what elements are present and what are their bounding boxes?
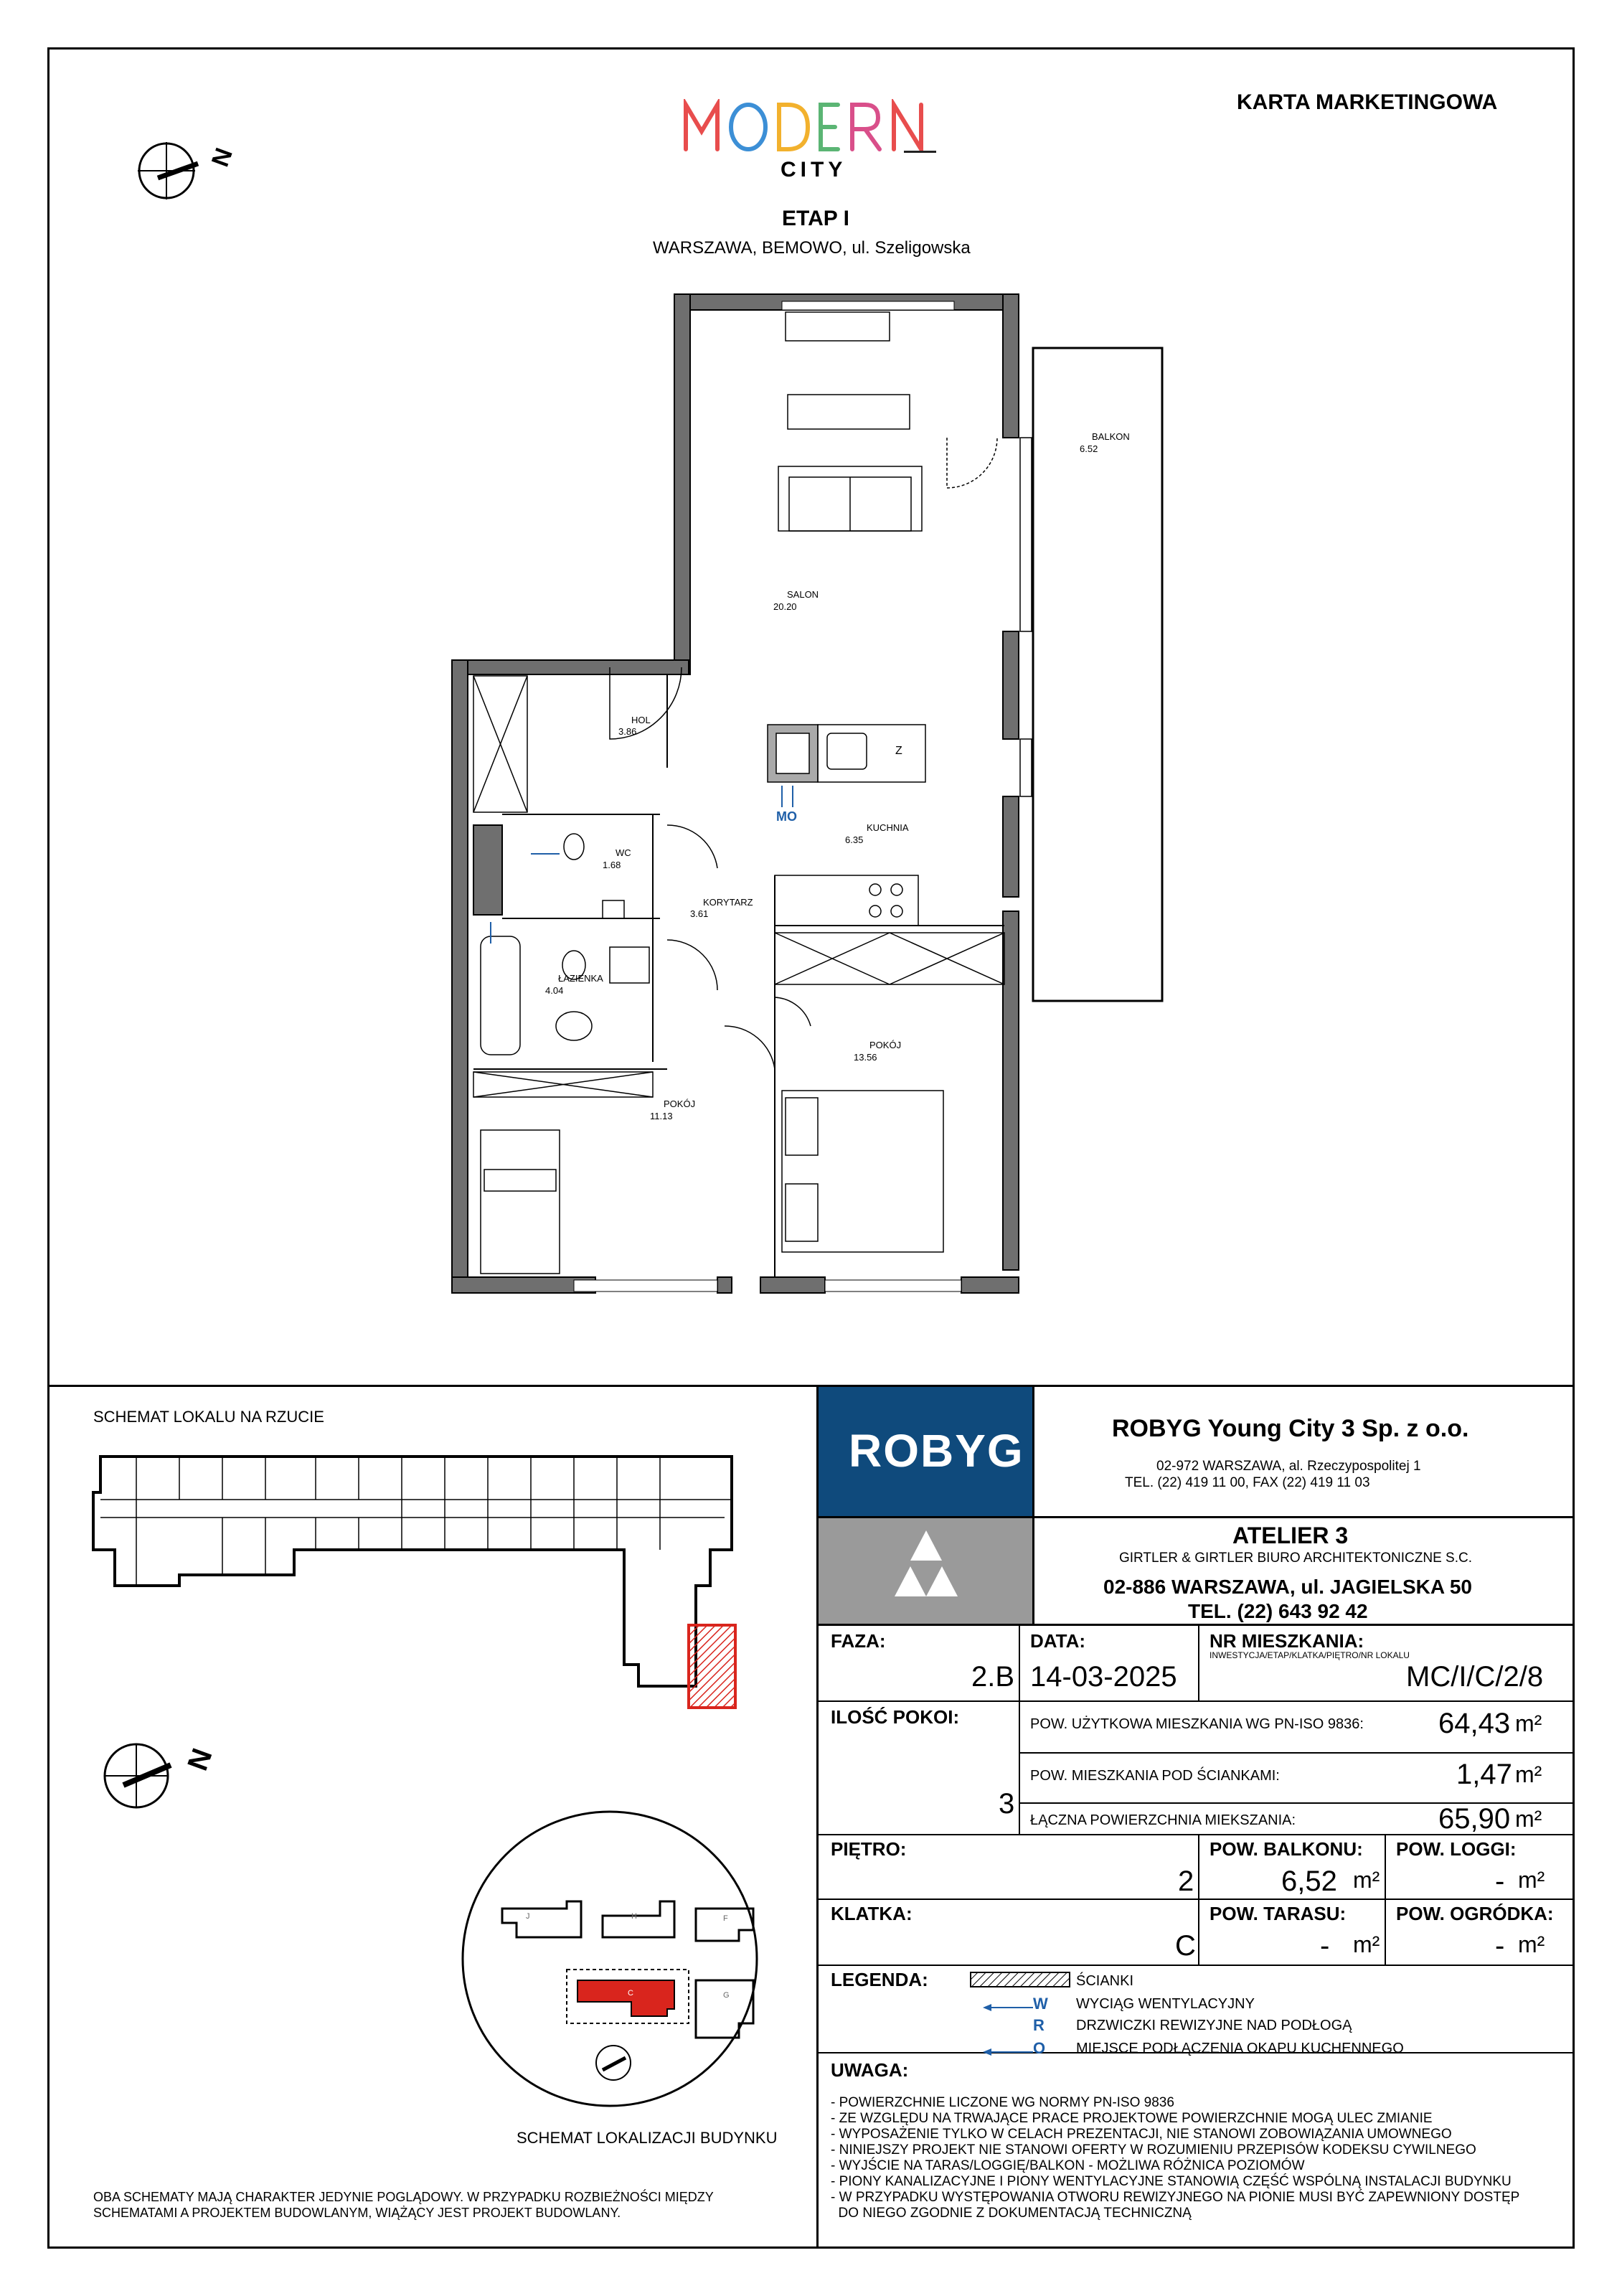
divider [1198, 1624, 1199, 1700]
legend-item: DRZWICZKI REWIZYJNE NAD PODŁOGĄ [1076, 2018, 1352, 2033]
divider [819, 1516, 1575, 1518]
notes-title: UWAGA: [831, 2059, 909, 2081]
legend-item: MIEJSCE PODŁĄCZENIA OKAPU KUCHENNEGO [1076, 2041, 1404, 2056]
mo-mark: MO [776, 809, 797, 824]
pokoi-value: 3 [999, 1788, 1015, 1820]
stage-title: ETAP I [782, 207, 849, 230]
divider [819, 1899, 1575, 1900]
building-label: G [723, 1991, 730, 2000]
klatka-value: C [1175, 1930, 1196, 1962]
room-name: ŁAZIENKA [558, 973, 603, 984]
pow-scianki-value: 1,47 [1456, 1759, 1512, 1790]
building-label: F [723, 1914, 728, 1923]
ogrodek-value: - [1495, 1930, 1505, 1962]
architect-address: 02-886 WARSZAWA, ul. JAGIELSKA 50 [1103, 1576, 1472, 1598]
balkon-value: 6,52 [1281, 1866, 1337, 1897]
pow-scianki-label: POW. MIESZKANIA POD ŚCIANKAMI: [1030, 1768, 1280, 1784]
north-letter: N [181, 1744, 219, 1775]
divider [819, 1965, 1575, 1966]
room-name: WC [616, 847, 631, 858]
divider [1198, 1834, 1199, 1965]
arrow-left-icon [983, 2046, 1033, 2053]
robyg-logo [819, 1387, 1032, 1516]
room-name: KUCHNIA [867, 822, 909, 833]
nr-value: MC/I/C/2/8 [1406, 1661, 1544, 1693]
balkon-label: POW. BALKONU: [1210, 1838, 1363, 1860]
unit: m² [1515, 1806, 1542, 1832]
data-label: DATA: [1030, 1630, 1086, 1652]
divider [819, 1700, 1575, 1702]
note-line: - W PRZYPADKU WYSTĘPOWANIA OTWORU REWIZYJNEGO NA PIONIE MUSI BYĆ ZAPEWNIONY DOSTĘP [831, 2190, 1520, 2205]
divider [819, 1624, 1575, 1626]
floor-scheme-title: SCHEMAT LOKALU NA RZUCIE [93, 1408, 324, 1426]
room-area: 6.52 [1080, 443, 1098, 454]
room-area: 6.35 [845, 834, 864, 845]
robyg-logo-text: ROBYG [849, 1425, 1024, 1477]
legend-item: WYCIĄG WENTYLACYJNY [1076, 1996, 1255, 2012]
modern-city-logo [680, 99, 946, 153]
note-line: - POWIERZCHNIE LICZONE WG NORMY PN-ISO 9836 [831, 2095, 1174, 2110]
divider-bottom [47, 1385, 1575, 1387]
legend-symbol: O [1033, 2039, 1046, 2057]
room-name: POKÓJ [869, 1040, 902, 1050]
faza-value: 2.B [971, 1661, 1015, 1693]
arrow-left-icon [983, 2002, 1033, 2009]
atelier-logo [819, 1516, 1032, 1624]
building-scheme-title: SCHEMAT LOKALIZACJI BUDYNKU [517, 2129, 778, 2147]
pow-uzytkowa-label: POW. UŻYTKOWA MIESZKANIA WG PN-ISO 9836: [1030, 1716, 1364, 1732]
north-arrow-icon [93, 1736, 230, 1815]
legend-symbol: W [1033, 1995, 1048, 2013]
unit: m² [1515, 1711, 1542, 1736]
room-area: 13.56 [854, 1052, 877, 1063]
north-arrow-icon [129, 136, 251, 201]
room-name: BALKON [1092, 431, 1130, 442]
developer-name: ROBYG Young City 3 Sp. z o.o. [1112, 1415, 1469, 1442]
room-name: KORYTARZ [703, 897, 753, 908]
room-area: 3.61 [690, 908, 709, 919]
pow-uzytkowa-value: 64,43 [1438, 1708, 1511, 1739]
nr-sub: INWESTYCJA/ETAP/KLATKA/PIĘTRO/NR LOKALU [1210, 1650, 1410, 1660]
divider [1032, 1387, 1034, 1624]
doc-type: KARTA MARKETINGOWA [1237, 90, 1498, 114]
unit: m² [1518, 1932, 1545, 1957]
room-name: POKÓJ [664, 1098, 696, 1109]
loggi-label: POW. LOGGI: [1396, 1838, 1517, 1860]
unit: m² [1518, 1867, 1545, 1893]
note-line: - PIONY KANALIZACYJNE I PIONY WENTYLACYJNE STANOWIĄ CZĘŚĆ WSPÓLNĄ INSTALACJI BUDYNKU [831, 2174, 1512, 2189]
room-area: 11.13 [650, 1111, 673, 1121]
north-letter: N [206, 144, 238, 171]
room-area: 20.20 [773, 601, 797, 612]
divider [1385, 1834, 1386, 1965]
faza-label: FAZA: [831, 1630, 886, 1652]
unit: m² [1353, 1932, 1380, 1957]
taras-value: - [1320, 1930, 1330, 1962]
hatch-icon [970, 1972, 1070, 1987]
pietro-value: 2 [1178, 1866, 1194, 1897]
architect-name: ATELIER 3 [1232, 1523, 1349, 1548]
note-line: - NINIEJSZY PROJEKT NIE STANOWI OFERTY W ROZUMIENIU PRZEPISÓW KODEKSU CYWILNEGO [831, 2142, 1476, 2158]
unit: m² [1353, 1867, 1380, 1893]
room-area: 3.86 [618, 726, 637, 737]
disclaimer-line: SCHEMATAMI A PROJEKTEM BUDOWLANYM, WIĄŻĄCY JEST PROJEKT BUDOWLANY. [93, 2206, 621, 2220]
legend-item: ŚCIANKI [1076, 1973, 1134, 1989]
fridge-mark: Z [895, 745, 902, 757]
pietro-label: PIĘTRO: [831, 1838, 907, 1860]
room-area: 1.68 [603, 860, 621, 870]
pow-laczna-value: 65,90 [1438, 1803, 1511, 1835]
unit: m² [1515, 1761, 1542, 1787]
pokoi-label: ILOŚĆ POKOI: [831, 1706, 960, 1728]
developer-phone: TEL. (22) 419 11 00, FAX (22) 419 11 03 [1125, 1475, 1370, 1490]
room-name: SALON [787, 589, 819, 600]
logo-sub: CITY [781, 158, 847, 182]
disclaimer-line: OBA SCHEMATY MAJĄ CHARAKTER JEDYNIE POGLĄDOWY. W PRZYPADKU ROZBIEŻNOŚCI MIĘDZY [93, 2190, 714, 2204]
note-line: DO NIEGO ZGODNIE Z DOKUMENTACJĄ TECHNICZNĄ [831, 2206, 1192, 2221]
note-line: - WYPOSAŻENIE TYLKO W CELACH PREZENTACJI, NIE STANOWI ZOBOWIĄZANIA UMOWNEGO [831, 2127, 1452, 2142]
nr-label: NR MIESZKANIA: [1210, 1630, 1364, 1652]
loggi-value: - [1495, 1866, 1505, 1897]
note-line: - WYJŚCIE NA TARAS/LOGGIĘ/BALKON - MOŻLIWA RÓŻNICA POZIOMÓW [831, 2158, 1305, 2173]
note-line: - ZE WZGLĘDU NA TRWAJĄCE PRACE PROJEKTOWE POWIERZCHNIE MOGĄ ULEC ZMIANIE [831, 2111, 1433, 2126]
room-name: HOL [631, 715, 651, 725]
building-scheme [459, 1808, 760, 2109]
building-label: J [526, 1912, 530, 1921]
location: WARSZAWA, BEMOWO, ul. Szeligowska [653, 238, 971, 258]
floor-plan [430, 280, 1377, 1385]
divider [1019, 1624, 1020, 1834]
floor-scheme [79, 1449, 768, 1722]
pow-laczna-label: ŁĄCZNA POWIERZCHNIA MIEKSZANIA: [1030, 1812, 1296, 1828]
architect-phone: TEL. (22) 643 92 42 [1188, 1600, 1368, 1622]
architect-firm: GIRTLER & GIRTLER BIURO ARCHITEKTONICZNE S.C. [1119, 1551, 1472, 1566]
room-area: 4.04 [545, 985, 564, 996]
legend-title: LEGENDA: [831, 1969, 928, 1990]
developer-address: 02-972 WARSZAWA, al. Rzeczypospolitej 1 [1156, 1459, 1421, 1474]
taras-label: POW. TARASU: [1210, 1903, 1347, 1924]
divider [1019, 1752, 1575, 1754]
ogrodek-label: POW. OGRÓDKA: [1396, 1903, 1554, 1924]
legend-symbol: R [1033, 2016, 1045, 2034]
building-label: H [631, 1912, 637, 1921]
building-label: C [628, 1989, 633, 1998]
data-value: 14-03-2025 [1030, 1661, 1177, 1693]
klatka-label: KLATKA: [831, 1903, 913, 1924]
